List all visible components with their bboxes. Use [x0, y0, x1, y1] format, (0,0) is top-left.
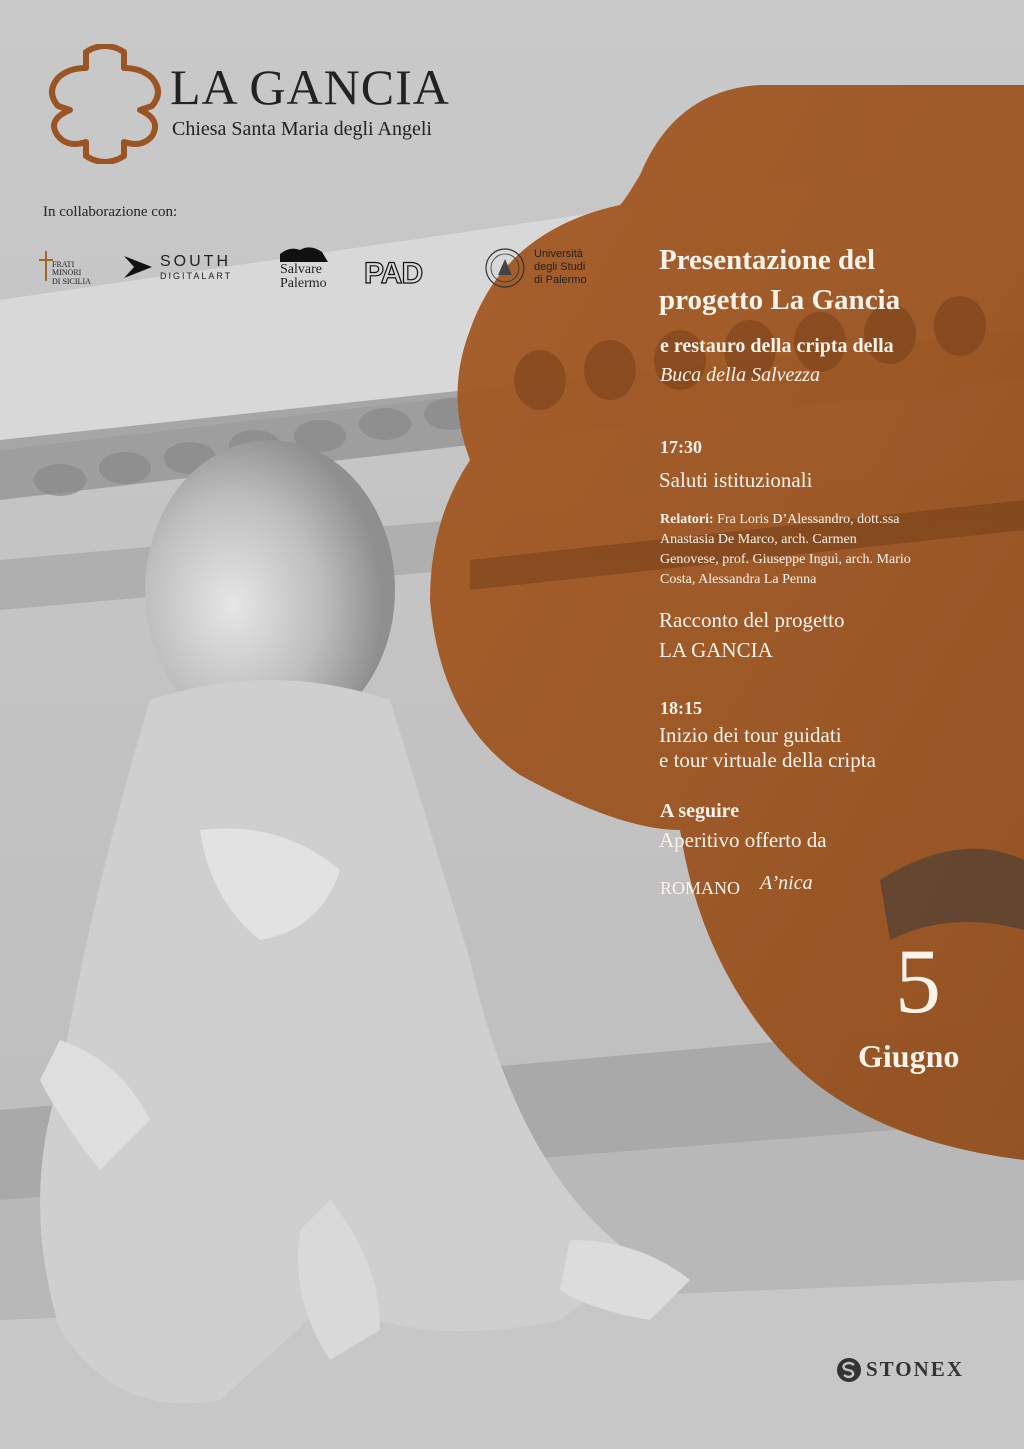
- south-line1: SOUTH: [160, 253, 231, 270]
- frati-line1: FRATI: [52, 260, 75, 269]
- event-subtitle-line2: Buca della Salvezza: [660, 364, 820, 386]
- event-subtitle-line1: e restauro della cripta della: [660, 335, 894, 357]
- relatori-line4: Costa, Alessandra La Penna: [660, 572, 817, 587]
- stonex-logo-icon: [836, 1357, 862, 1383]
- time-first: 17:30: [660, 437, 702, 457]
- tour-line2: e tour virtuale della cripta: [659, 748, 876, 772]
- unipa-line2: degli Studi: [534, 261, 586, 273]
- relatori-line2: Anastasia De Marco, arch. Carmen: [660, 532, 857, 547]
- brand-title: LA GANCIA: [170, 59, 450, 115]
- brand-subtitle: Chiesa Santa Maria degli Angeli: [172, 118, 432, 140]
- south-line2: DIGITALART: [160, 271, 233, 281]
- partner-pad: PAD: [364, 257, 423, 290]
- event-day: 5: [895, 930, 941, 1032]
- relatori-line3: Genovese, prof. Giuseppe Inguì, arch. Mario: [660, 552, 911, 567]
- a-seguire: A seguire: [660, 800, 740, 822]
- unipa-line1: Università: [534, 248, 583, 260]
- salvare-line2: Palermo: [280, 276, 327, 291]
- mountain-icon: [280, 244, 328, 262]
- stonex-sponsor: STONEX: [866, 1357, 964, 1381]
- event-title-line1: Presentazione del: [659, 244, 876, 276]
- frati-line2: MINORI: [52, 268, 82, 278]
- salvare-line1: Salvare: [280, 262, 322, 277]
- university-seal-icon: [484, 247, 526, 289]
- relatori-block: [660, 510, 911, 590]
- relatori-line1: Fra Loris D’Alessandro, dott.ssa: [717, 512, 900, 527]
- quatrefoil-logo-icon: [44, 44, 166, 164]
- collaboration-label: In collaborazione con:: [43, 204, 178, 220]
- tour-line1: Inizio dei tour guidati: [659, 723, 842, 747]
- south-logo-icon: [124, 254, 154, 280]
- aperitivo-label: Aperitivo offerto da: [659, 828, 827, 852]
- racconto-line1: Racconto del progetto: [659, 608, 845, 632]
- sponsor-anica: A’nica: [760, 872, 813, 894]
- unipa-line3: di Palermo: [534, 274, 587, 286]
- racconto-line2: LA GANCIA: [659, 638, 773, 662]
- event-month: Giugno: [858, 1038, 960, 1074]
- relatori-label: Relatori:: [660, 512, 714, 527]
- event-title-line2: progetto La Gancia: [659, 284, 901, 316]
- item-saluti: Saluti istituzionali: [659, 468, 813, 492]
- time-second: 18:15: [660, 698, 702, 718]
- frati-line3: DI SICILIA: [52, 276, 91, 286]
- sponsor-romano: ROMANO: [660, 878, 741, 898]
